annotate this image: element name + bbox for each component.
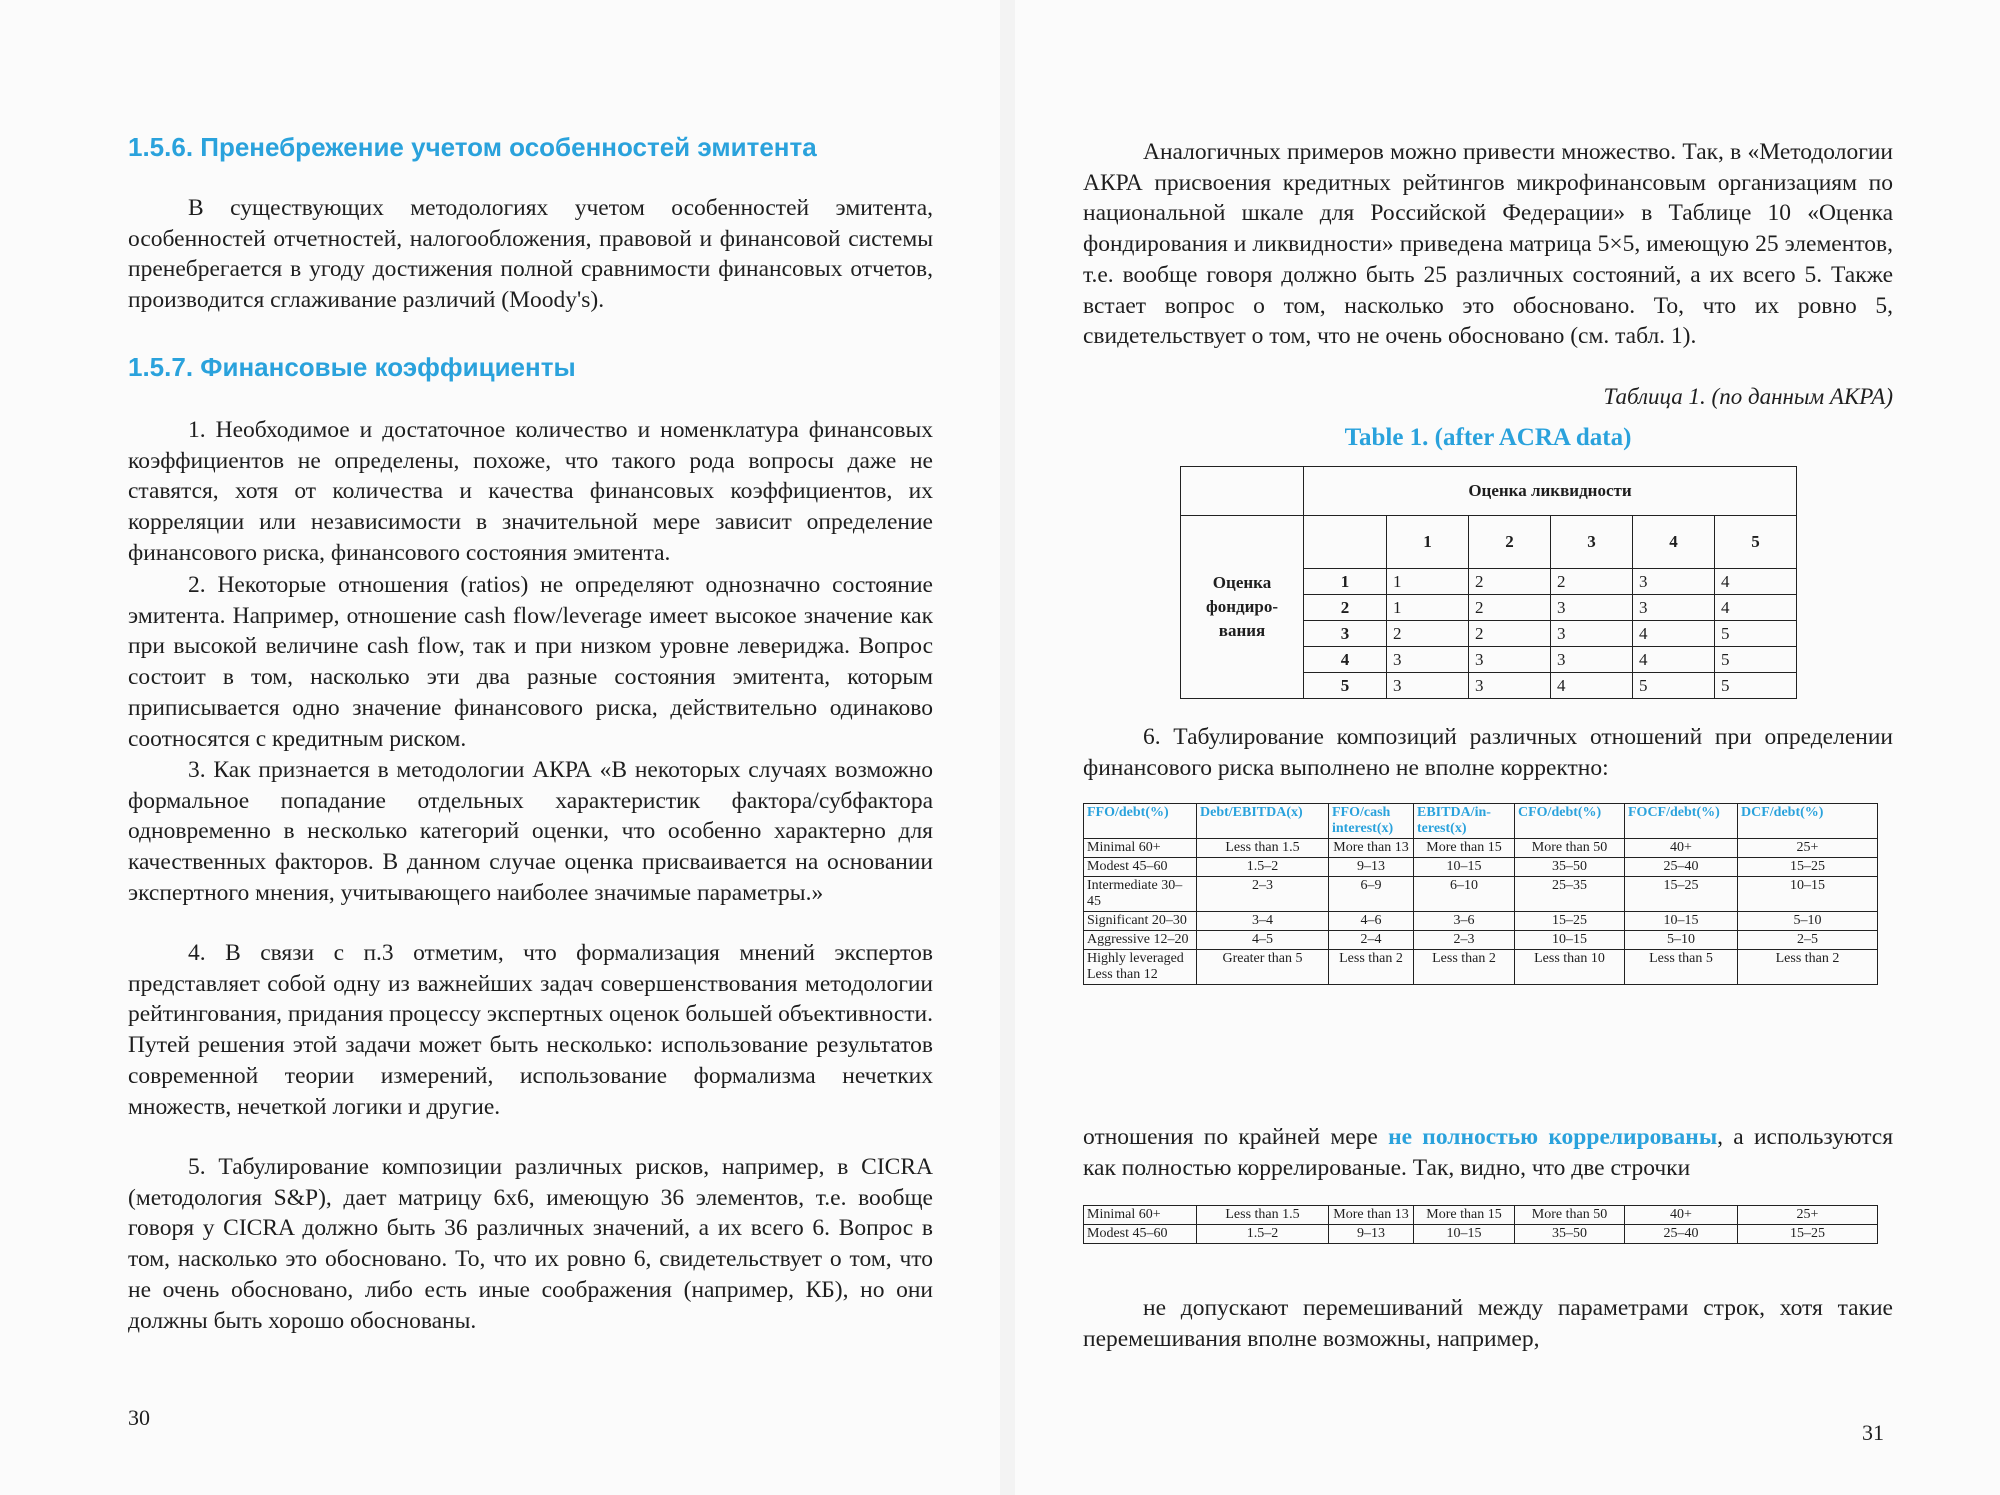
- table-cell: 3: [1469, 647, 1551, 673]
- column-header: FFO/debt(%): [1084, 804, 1197, 839]
- table-cell: 5–10: [1738, 912, 1878, 931]
- table-cell: 1.5–2: [1197, 858, 1329, 877]
- table-cell: 2–4: [1329, 931, 1414, 950]
- table-cell: 10–15: [1625, 912, 1738, 931]
- table-cell: Less than 1.5: [1197, 1206, 1329, 1225]
- table-cell: 3: [1387, 673, 1469, 699]
- column-header: CFO/debt(%): [1515, 804, 1625, 839]
- table-cell: 25–40: [1625, 858, 1738, 877]
- row-header: 2: [1304, 595, 1387, 621]
- table-row: [1084, 1206, 1878, 1225]
- table-row-label: Significant 20–30: [1084, 912, 1197, 931]
- paragraph-correlation: [1083, 1122, 1893, 1183]
- table-cell: 4: [1715, 569, 1797, 595]
- table-cell: Less than 5: [1625, 950, 1738, 985]
- row-header: 1: [1304, 569, 1387, 595]
- table-cell: 4–6: [1329, 912, 1414, 931]
- table-cell: 3–4: [1197, 912, 1329, 931]
- table-cell: 15–25: [1625, 877, 1738, 912]
- table-cell: More than 15: [1414, 1206, 1515, 1225]
- table-row-label: Minimal 60+: [1084, 839, 1197, 858]
- table-cell: 25+: [1738, 839, 1878, 858]
- table-cell: 4–5: [1197, 931, 1329, 950]
- table-cell: 3: [1469, 673, 1551, 699]
- table-cell: 35–50: [1515, 1225, 1625, 1244]
- table-cell: 10–15: [1738, 877, 1878, 912]
- list-item-5: 5. Табулирование композиции различных рисков, например, в CICRA (методология S&P), дает матрицу 6х6, имеющую 36 элементов, т.е. вообще говоря у CICRA должно быть 36 различных значений, а их всего 6. Вопрос в том, насколько это обосновано. То, что их ровно 6, свидетельствует о том, что не очень обосновано, либо есть иные соображения (например, КБ), но они должны быть хорошо обоснованы.: [128, 1154, 933, 1334]
- table-cell: 1.5–2: [1197, 1225, 1329, 1244]
- table-cell: Less than 2: [1329, 950, 1414, 985]
- list-item-2: 2. Некоторые отношения (ratios) не определяют однозначно состояние эмитента. Например, отношение cash flow/leverage имеет высокое значение как при высокой величине cash flow, так и при низком уровне левериджа. Вопрос состоит в том, насколько эти два разные состояния эмитента, которым приписывается одно значение финансового риска, действительно одинаково соотносятся с кредитным риском.: [128, 572, 933, 752]
- table-cell: 3: [1633, 569, 1715, 595]
- column-header: FFO/cash interest(x): [1329, 804, 1414, 839]
- table-cell: 3–6: [1414, 912, 1515, 931]
- table-cell: 1: [1387, 595, 1469, 621]
- table-cell: 15–25: [1738, 1225, 1878, 1244]
- table-cell: 2: [1469, 621, 1551, 647]
- page-number-right: 31: [1862, 1420, 1884, 1445]
- table-row: [1181, 516, 1797, 569]
- table-cell: 5: [1715, 647, 1797, 673]
- table-cell: 40+: [1625, 1206, 1738, 1225]
- table-cell: More than 13: [1329, 839, 1414, 858]
- table-cell: More than 50: [1515, 1206, 1625, 1225]
- heading-1-5-6: 1.5.6. Пренебрежение учетом особенностей эмитента: [128, 132, 817, 162]
- right-page: [1015, 0, 2000, 1495]
- heading-1-5-7: 1.5.7. Финансовые коэффициенты: [128, 352, 576, 382]
- list-item-1: 1. Необходимое и достаточное количество и номенклатура финансовых коэффициентов не определены, похоже, что такого рода вопросы даже не ставятся, хотя от количества и качества финансовых коэффициентов, их корреляции или независимости в значительной мере зависит определение финансового риска, финансового состояния эмитента.: [128, 417, 933, 566]
- table-cell: 25–35: [1515, 877, 1625, 912]
- table-row: [1181, 467, 1797, 516]
- table-cell: 2: [1551, 569, 1633, 595]
- column-header: Debt/EBITDA(x): [1197, 804, 1329, 839]
- table-cell: 5: [1633, 673, 1715, 699]
- table-row: [1084, 931, 1878, 950]
- table-empty-cell: [1304, 516, 1387, 569]
- column-header: EBITDA/in-terest(x): [1414, 804, 1515, 839]
- column-header: 4: [1633, 516, 1715, 569]
- table-financial-ratios: [1083, 803, 1878, 985]
- table-row: [1084, 839, 1878, 858]
- paragraph-acra-example: Аналогичных примеров можно привести множество. Так, в «Методологии АКРА присвоения кредитных рейтингов микрофинансовым организациям по национальной шкале для Российской Федерации» в Таблице 10 «Оценка фондирования и ликвидности» приведена матрица 5×5, имеющую 25 элементов, т.е. вообще говоря должно быть 25 различных состояний, а их всего 5. Также встает вопрос о том, насколько это обосновано. То, что их ровно 5, свидетельствует о том, что не очень обосновано (см. табл. 1).: [1083, 139, 1893, 350]
- table-row-label: Modest 45–60: [1084, 858, 1197, 877]
- table-cell: 25+: [1738, 1206, 1878, 1225]
- table-cell: 6–10: [1414, 877, 1515, 912]
- paragraph-text: отношения по крайней мере: [1083, 1124, 1389, 1150]
- table-cell: Less than 10: [1515, 950, 1625, 985]
- row-group-header: Оценка фондиро-вания: [1181, 516, 1304, 699]
- table-caption-ru: Таблица 1. (по данным АКРА): [1603, 384, 1893, 409]
- paragraph-mixing: не допускают перемешиваний между параметрами строк, хотя такие перемешивания вполне возможны, например,: [1083, 1295, 1893, 1352]
- table-cell: 2: [1469, 569, 1551, 595]
- row-header: 4: [1304, 647, 1387, 673]
- table-caption-en: Table 1. (after ACRA data): [1344, 424, 1632, 451]
- table-row-label: Minimal 60+: [1084, 1206, 1197, 1225]
- table-cell: 5: [1715, 673, 1797, 699]
- table-cell: 3: [1551, 647, 1633, 673]
- table-cell: More than 13: [1329, 1206, 1414, 1225]
- column-group-header: Оценка ликвидности: [1304, 467, 1797, 516]
- table-cell: 3: [1551, 595, 1633, 621]
- table-cell: 5–10: [1625, 931, 1738, 950]
- table-cell: Less than 1.5: [1197, 839, 1329, 858]
- list-item-4: 4. В связи с п.3 отметим, что формализация мнений экспертов представляет собой одну из важнейших задач совершенствования методологии рейтингования, придания процессу экспертных оценок большей объективности. Путей решения этой задачи может быть несколько: использование результатов современной теории измерений, использование формализма нечетких множеств, нечеткой логики и другие.: [128, 940, 933, 1120]
- table-row: [1084, 1225, 1878, 1244]
- column-header: 5: [1715, 516, 1797, 569]
- table-cell: 6–9: [1329, 877, 1414, 912]
- column-header: 2: [1469, 516, 1551, 569]
- table-cell: 9–13: [1329, 1225, 1414, 1244]
- table-cell: 2–5: [1738, 931, 1878, 950]
- page-number-left: 30: [128, 1405, 150, 1430]
- list-item-6: 6. Табулирование композиций различных отношений при определении финансового риска выполнено не вполне корректно:: [1083, 724, 1893, 781]
- table-cell: 10–15: [1414, 1225, 1515, 1244]
- column-header: FOCF/debt(%): [1625, 804, 1738, 839]
- table-cell: 10–15: [1414, 858, 1515, 877]
- table-corner-cell: [1181, 467, 1304, 516]
- column-header: 1: [1387, 516, 1469, 569]
- table-cell: 10–15: [1515, 931, 1625, 950]
- table-cell: 1: [1387, 569, 1469, 595]
- table-cell: 3: [1387, 647, 1469, 673]
- table-cell: 2: [1387, 621, 1469, 647]
- table-cell: 4: [1551, 673, 1633, 699]
- table-cell: More than 50: [1515, 839, 1625, 858]
- table-cell: 15–25: [1738, 858, 1878, 877]
- table-row: [1084, 877, 1878, 912]
- table-row-label: Aggressive 12–20: [1084, 931, 1197, 950]
- table-acra-matrix: [1180, 466, 1797, 699]
- table-cell: Less than 2: [1414, 950, 1515, 985]
- table-ratio-rows-excerpt: [1083, 1205, 1878, 1244]
- row-header: 5: [1304, 673, 1387, 699]
- row-header: 3: [1304, 621, 1387, 647]
- table-row-label: Intermediate 30–45: [1084, 877, 1197, 912]
- table-cell: 5: [1715, 621, 1797, 647]
- table-cell: 2–3: [1414, 931, 1515, 950]
- table-cell: 35–50: [1515, 858, 1625, 877]
- table-row-label: Highly leveraged Less than 12: [1084, 950, 1197, 985]
- table-cell: 2–3: [1197, 877, 1329, 912]
- table-cell: More than 15: [1414, 839, 1515, 858]
- table-cell: 4: [1633, 621, 1715, 647]
- paragraph-issuer: В существующих методологиях учетом особенностей эмитента, особенностей отчетностей, налогообложения, правовой и финансовой системы пренебрегается в угоду достижения полной сравнимости финансовых отчетов, производится сглаживание различий (Moody's).: [128, 195, 933, 314]
- table-cell: 4: [1633, 647, 1715, 673]
- list-item-3: 3. Как признается в методологии АКРА «В некоторых случаях возможно формальное попадание отдельных характеристик фактора/субфактора одновременно в несколько категорий оценки, что особенно характерно для качественных факторов. В данном случае оценка присваивается на основании экспертного мнения, учитывающего наиболее значимые параметры.»: [128, 757, 933, 906]
- table-row: [1084, 912, 1878, 931]
- table-row: [1084, 950, 1878, 985]
- table-cell: 3: [1551, 621, 1633, 647]
- table-cell: 15–25: [1515, 912, 1625, 931]
- table-cell: Greater than 5: [1197, 950, 1329, 985]
- table-cell: Less than 2: [1738, 950, 1878, 985]
- table-row: [1084, 858, 1878, 877]
- table-cell: 40+: [1625, 839, 1738, 858]
- table-cell: 9–13: [1329, 858, 1414, 877]
- table-cell: 2: [1469, 595, 1551, 621]
- table-cell: 25–40: [1625, 1225, 1738, 1244]
- table-row-label: Modest 45–60: [1084, 1225, 1197, 1244]
- paragraph-text: , а используются как полностью коррелированые. Так, видно, что две строчки: [1083, 1124, 1894, 1181]
- column-header: 3: [1551, 516, 1633, 569]
- highlight-text: не полностью коррелированы: [1388, 1124, 1718, 1150]
- table-cell: 4: [1715, 595, 1797, 621]
- table-cell: 3: [1633, 595, 1715, 621]
- table-header-row: [1084, 804, 1878, 839]
- column-header: DCF/debt(%): [1738, 804, 1878, 839]
